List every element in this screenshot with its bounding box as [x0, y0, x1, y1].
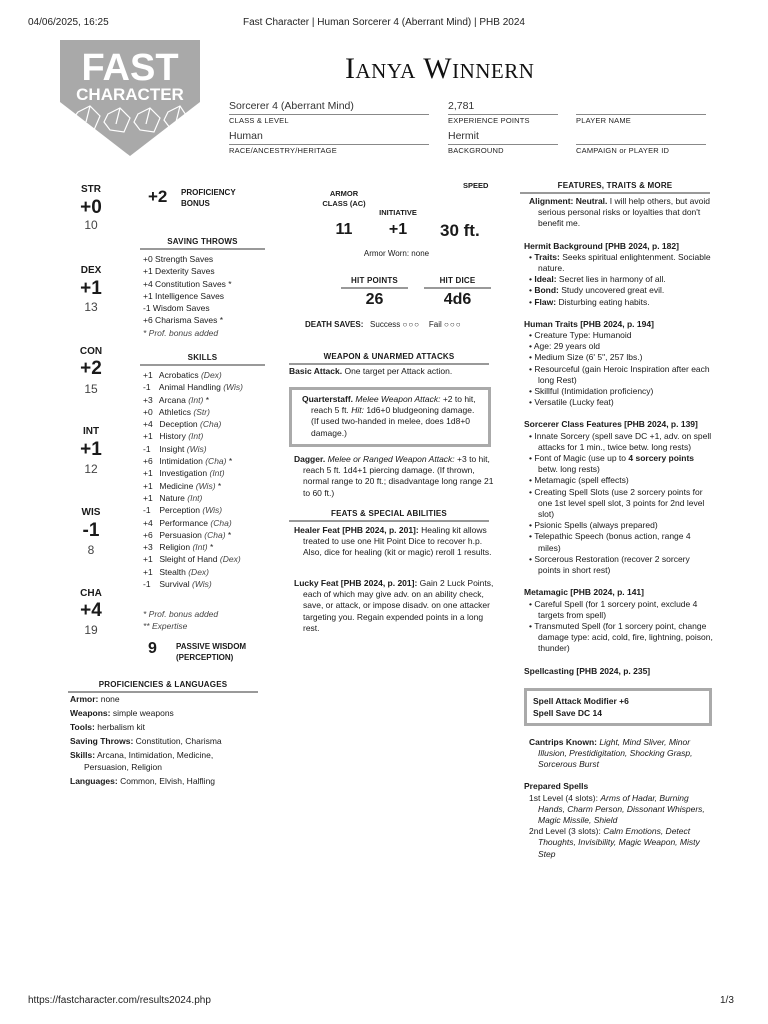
skill-name: Sleight of Hand: [159, 554, 218, 565]
campaign-label: CAMPAIGN or PLAYER ID: [576, 146, 670, 155]
skill-modifier: -1: [143, 382, 151, 393]
ability-modifier: +1: [80, 439, 102, 460]
hit-points-label: HIT POINTS: [341, 276, 408, 289]
saving-throw-row: +1 Dexterity Saves: [143, 266, 215, 277]
skill-row: [143, 394, 273, 406]
skill-row: [143, 443, 273, 455]
skill-ability: (Dex): [200, 370, 222, 380]
ability-modifier: +4: [80, 600, 102, 621]
skill-ability: (Cha): [210, 517, 232, 528]
player-line: [576, 114, 706, 115]
ability-name: CON: [79, 346, 103, 357]
skill-ability: (Wis): [195, 480, 216, 491]
saving-throw-row: +0 Strength Saves: [143, 254, 214, 264]
healer-feat: Healer Feat [PHB 2024, p. 201]: Healing kit allows treated to use one Hit Point Dice to recover h.p. Also, dice for healing (kit or magic) reroll 1 results.: [294, 525, 492, 558]
skill-name: Survival: [159, 579, 190, 590]
passive-wisdom-value: 9: [148, 640, 157, 657]
ability-score: 13: [84, 300, 98, 314]
death-save-success-circles[interactable]: ○○○: [402, 320, 421, 329]
lucky-feat: Lucky Feat [PHB 2024, p. 201]: Gain 2 Luck Points, each of which may give adv. on an ability check, save, or attack, or impose disadv. on one attacker targeting you. Regain expended points in a long rest.: [294, 578, 494, 633]
skill-name: Perception: [159, 505, 201, 516]
saving-throw-row: -1 Wisdom Saves: [143, 303, 210, 314]
armor-worn-label: Armor Worn: none: [363, 249, 430, 258]
saving-throws-note: * Prof. bonus added: [143, 327, 219, 338]
skill-proficiency-mark: *: [228, 456, 233, 467]
ability-name: INT: [82, 426, 100, 437]
speed-label: SPEED: [463, 181, 489, 190]
skill-name: History: [159, 431, 186, 442]
metamagic: Metamagic [PHB 2024, p. 141] • Careful Spell (for 1 sorcery point, exclude 4 targets from spell) • Transmuted Spell (for 1 sorcery point, change damage type: acid, cold, fire, lightning, poison, thunder): [524, 587, 713, 654]
skill-ability: (Cha): [204, 529, 226, 540]
skill-modifier: +1: [143, 370, 153, 380]
ability-name: WIS: [81, 507, 101, 518]
skill-row: [143, 541, 273, 553]
skill-modifier: +3: [143, 542, 153, 553]
skill-row: [143, 418, 273, 430]
saving-throws-list: [143, 253, 268, 339]
skill-name: Insight: [159, 443, 185, 454]
ability-name: DEX: [80, 265, 102, 276]
skill-modifier: +1: [143, 480, 153, 491]
skill-name: Nature: [159, 492, 185, 503]
skill-row: [143, 430, 273, 442]
features-column: [524, 196, 714, 860]
skill-modifier: +4: [143, 419, 153, 430]
ability-modifier: +0: [80, 197, 102, 218]
print-datetime: 04/06/2025, 16:25: [28, 17, 109, 28]
skill-modifier: +6: [143, 456, 153, 467]
spell-attack-modifier: Spell Attack Modifier +6: [533, 695, 629, 706]
skill-name: Persuasion: [159, 529, 202, 540]
print-page-title: Fast Character | Human Sorcerer 4 (Aberrant Mind) | PHB 2024: [243, 17, 525, 28]
skill-modifier: -1: [143, 443, 151, 454]
logo-line2: CHARACTER: [76, 85, 184, 104]
prepared-spells: Prepared Spells 1st Level (4 slots): Arms of Hadar, Burning Hands, Charm Person, Dissonant Whispers, Magic Missile, Shield 2nd Level (3 slots): Calm Emotions, Detect Thoughts, Invisibility, Magic Weapon, Misty Step: [524, 781, 705, 859]
skill-name: Athletics: [158, 406, 192, 417]
skills-list: [143, 369, 273, 590]
player-label: PLAYER NAME: [576, 116, 631, 125]
skill-ability: (Wis): [186, 443, 207, 454]
attacks-title: WEAPON & UNARMED ATTACKS: [289, 352, 489, 365]
saving-throw-row: +4 Constitution Saves *: [143, 278, 232, 289]
skill-name: Religion: [159, 542, 191, 553]
skill-ability: (Dex): [188, 566, 209, 577]
skill-row: [143, 517, 273, 529]
saving-throws-title: SAVING THROWS: [140, 237, 265, 250]
proficiencies-title: PROFICIENCIES & LANGUAGES: [68, 680, 258, 693]
skill-name: Stealth: [159, 566, 186, 577]
proficiency-row: Languages: Common, Elvish, Halfling: [70, 776, 216, 787]
spellcasting-title: Spellcasting [PHB 2024, p. 235]: [524, 665, 651, 676]
proficiency-row: Skills: Arcana, Intimidation, Medicine, Persuasion, Religion: [70, 750, 214, 772]
skill-ability: (Int): [188, 394, 204, 405]
hit-dice-label: HIT DICE: [424, 276, 491, 289]
skill-modifier: +1: [143, 554, 153, 565]
sorcerer-features: Sorcerer Class Features [PHB 2024, p. 139] • Innate Sorcery (spell save DC +1, adv. on spell attacks for 1 min., twice betw. long rests) • Font of Magic (use up to 4 sorcery points betw. long rests) • Metamagic (spell effects) • Creating Spell Slots (use 2 sorcery points for one 1st level spell slot, 3 points for 2nd level slot) • Psionic Spells (always prepared) • Telepathic Speech (bonus action, range 4 miles) • Sorcerous Restoration (recover 2 sorcery points in short rest): [524, 419, 712, 576]
background-line: [448, 144, 558, 145]
skill-ability: (Int): [192, 542, 208, 553]
death-saves: DEATH SAVES: Success ○○○ Fail ○○○: [305, 320, 462, 329]
proficiency-row: Saving Throws: Constitution, Charisma: [70, 736, 222, 747]
skill-proficiency-mark: *: [217, 480, 222, 491]
skill-row: [143, 369, 273, 381]
skill-ability: (Int): [187, 492, 203, 503]
spellcasting-box: [524, 688, 712, 726]
logo-line1: FAST: [81, 47, 179, 89]
fast-character-logo: [60, 40, 200, 158]
armor-class-label: ARMOR CLASS (AC): [322, 189, 366, 208]
skill-proficiency-mark: *: [205, 394, 210, 405]
ability-score: 15: [84, 382, 98, 396]
speed-value: 30 ft.: [440, 221, 480, 240]
proficiency-row: Weapons: simple weapons: [70, 708, 174, 719]
spell-save-dc: Spell Save DC 14: [533, 707, 602, 718]
skill-modifier: +0: [143, 406, 153, 417]
xp-line: [448, 114, 558, 115]
class-level-value: Sorcerer 4 (Aberrant Mind): [229, 100, 354, 112]
armor-class-value: 11: [335, 221, 353, 238]
skill-ability: (Wis): [223, 382, 243, 393]
skill-ability: (Wis): [202, 505, 223, 516]
initiative-label: INITIATIVE: [379, 208, 417, 217]
skills-title: SKILLS: [140, 353, 265, 366]
hit-dice-value: 4d6: [443, 291, 472, 308]
skill-row: [143, 406, 273, 418]
skill-modifier: +3: [143, 394, 153, 405]
skill-row: [143, 492, 273, 504]
xp-label: EXPERIENCE POINTS: [448, 116, 530, 125]
proficiency-bonus-label: PROFICIENCY BONUS: [181, 188, 236, 208]
skills-notes: * Prof. bonus added ** Expertise: [143, 609, 219, 632]
ability-score: 12: [84, 462, 98, 476]
skill-row: [143, 467, 273, 479]
xp-value: 2,781: [448, 100, 475, 112]
ability-name: CHA: [80, 588, 102, 599]
skill-row: [143, 529, 273, 541]
skill-modifier: -1: [143, 579, 151, 590]
character-name: Ianya Winnern: [345, 52, 535, 85]
skill-name: Intimidation: [159, 456, 203, 467]
proficiencies-list: [70, 694, 260, 788]
skill-name: Animal Handling: [158, 382, 221, 393]
quarterstaff-box: [289, 387, 491, 447]
skill-modifier: +1: [143, 566, 153, 577]
human-traits: Human Traits [PHB 2024, p. 194] • Creature Type: Humanoid • Age: 29 years old • Medium Size (6' 5", 257 lbs.) • Resourceful (gain Heroic Inspiration after each long Rest) • Skillful (Intimidation proficiency) • Versatile (Lucky feat): [524, 318, 710, 408]
skill-modifier: +1: [143, 492, 153, 503]
skill-modifier: +6: [143, 529, 153, 540]
skill-proficiency-mark: *: [209, 542, 214, 553]
dagger-attack: Dagger. Melee or Ranged Weapon Attack: +3 to hit, reach 5 ft. 1d4+1 piercing damage. (If thrown, normal range to 20 ft.; disadvantage long range 21 to 60 ft.): [294, 454, 494, 498]
ability-score: 19: [84, 623, 98, 637]
class-level-line: [229, 114, 429, 115]
ability-name: STR: [81, 184, 101, 195]
alignment: Alignment: Neutral. I will help others, but avoid serious personal risks or loyalties that don't benefit me.: [529, 196, 710, 229]
race-line: [229, 144, 429, 145]
skill-ability: (Cha): [200, 419, 222, 430]
death-save-fail-circles[interactable]: ○○○: [444, 320, 462, 329]
skill-name: Investigation: [159, 468, 208, 479]
race-label: RACE/ANCESTRY/HERITAGE: [229, 146, 337, 155]
skill-ability: (Cha): [205, 456, 227, 467]
quarterstaff-attack: Quarterstaff. Melee Weapon Attack: +2 to hit, reach 5 ft. Hit: 1d6+0 bludgeoning damage. (If used two-handed in melee, does 1d8+0 damage.): [302, 394, 476, 438]
passive-wisdom-label: PASSIVE WISDOM (PERCEPTION): [176, 642, 247, 662]
skill-ability: (Wis): [191, 579, 212, 590]
skill-row: [143, 480, 273, 492]
saving-throw-row: +1 Intelligence Saves: [143, 290, 225, 301]
skill-row: [143, 455, 273, 467]
skill-proficiency-mark: *: [227, 529, 232, 540]
skill-ability: (Int): [209, 468, 225, 479]
ability-modifier: +1: [80, 278, 102, 299]
ability-modifier: -1: [82, 520, 100, 541]
skill-name: Performance: [159, 517, 209, 528]
skill-row: [143, 504, 273, 516]
saving-throw-row: +6 Charisma Saves *: [143, 315, 224, 326]
skill-row: [143, 578, 273, 590]
basic-attack: Basic Attack. One target per Attack action.: [289, 366, 453, 376]
features-title: FEATURES, TRAITS & MORE: [520, 181, 710, 194]
skill-row: [143, 566, 273, 578]
skill-ability: (Dex): [219, 554, 241, 565]
proficiency-bonus-value: +2: [148, 187, 168, 206]
skill-name: Acrobatics: [158, 370, 199, 380]
ability-score: 10: [84, 218, 98, 232]
race-value: Human: [229, 130, 263, 142]
background-value: Hermit: [448, 130, 479, 142]
skill-name: Deception: [159, 419, 198, 430]
print-page-number: 1/3: [720, 995, 734, 1006]
ability-modifier: +2: [80, 358, 102, 379]
skill-modifier: +1: [143, 431, 153, 442]
class-level-label: CLASS & LEVEL: [229, 116, 289, 125]
skill-row: [143, 553, 273, 565]
skill-name: Arcana: [158, 394, 186, 405]
hit-points-value: 26: [365, 291, 384, 308]
proficiency-row: Armor: none: [70, 694, 120, 704]
skill-row: [143, 381, 273, 393]
skill-name: Medicine: [159, 480, 194, 491]
feats-title: FEATS & SPECIAL ABILITIES: [289, 509, 489, 522]
skill-modifier: +1: [143, 468, 153, 479]
skill-ability: (Str): [193, 406, 210, 417]
print-url[interactable]: https://fastcharacter.com/results2024.php: [28, 995, 211, 1006]
skill-ability: (Int): [188, 431, 204, 442]
initiative-value: +1: [388, 221, 408, 238]
ability-score: 8: [87, 543, 95, 557]
cantrips-known: Cantrips Known: Light, Mind Sliver, Minor Illusion, Prestidigitation, Shocking Grasp, Sorcerous Burst: [529, 736, 693, 770]
background-label: BACKGROUND: [448, 146, 504, 155]
skill-modifier: -1: [143, 505, 151, 516]
skill-modifier: +4: [143, 517, 153, 528]
hermit-background: Hermit Background [PHB 2024, p. 182] • Traits: Seeks spiritual enlightenment. Sociable nature. • Ideal: Secret lies in harmony of all. • Bond: Study uncovered great evil. • Flaw: Disturbing eating habits.: [524, 240, 711, 307]
campaign-line: [576, 144, 706, 145]
proficiency-row: Tools: herbalism kit: [70, 722, 145, 733]
